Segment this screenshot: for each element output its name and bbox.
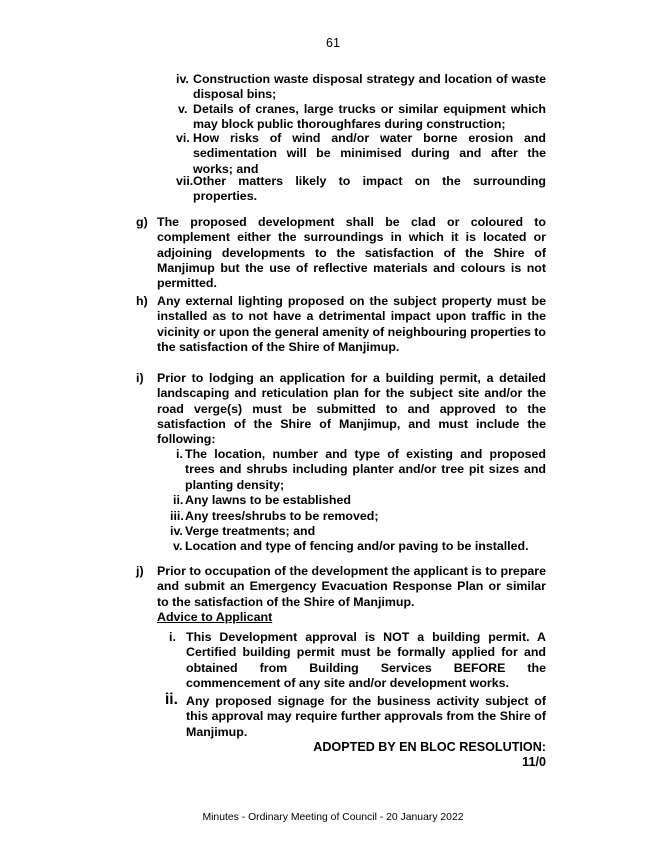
advice-item: [165, 691, 546, 740]
advice-item-number: i.: [169, 630, 176, 644]
list-item: [176, 174, 546, 205]
condition-j: [136, 564, 546, 610]
list-item: [164, 493, 546, 508]
page-number: 61: [326, 36, 340, 50]
list-item-number: vii.: [176, 174, 194, 188]
advice-heading: Advice to Applicant: [157, 610, 273, 624]
condition-i: [136, 371, 546, 447]
list-item: [164, 509, 546, 524]
list-item: [164, 524, 546, 539]
list-item-text: Construction waste disposal strategy and location of waste disposal bins;: [193, 72, 546, 102]
list-item-text: How risks of wind and/or water borne erosion and sedimentation will be minimised during and after the works; and: [193, 131, 546, 176]
condition-label: g): [136, 215, 148, 229]
list-item-number: i.: [176, 447, 183, 461]
condition-g: [136, 215, 546, 291]
list-item: [176, 102, 546, 133]
list-item-number: ii.: [173, 493, 184, 507]
list-item-text: The location, number and type of existing and proposed trees and shrubs including planter and/or tree pit sizes and planting density;: [185, 447, 546, 492]
list-item: [176, 131, 546, 177]
advice-item-text: This Development approval is NOT a building permit. A Certified building permit must be formally applied for and obtained from Building Services BEFORE the commencement of any site and/or development works.: [186, 630, 546, 690]
list-item-text: Other matters likely to impact on the surrounding properties.: [193, 174, 546, 204]
condition-text: Prior to occupation of the development the applicant is to prepare and submit an Emergency Evacuation Response Plan or similar to the satisfaction of the Shire of Manjimup.: [157, 564, 546, 609]
condition-text: Any external lighting proposed on the subject property must be installed as to not have a detrimental impact upon traffic in the vicinity or upon the general amenity of neighbouring properties to the satisfaction of the Shire of Manjimup.: [157, 294, 546, 354]
list-item-number: iii.: [170, 509, 184, 523]
condition-label: i): [136, 371, 144, 385]
list-item: [176, 72, 546, 103]
list-item-number: iv.: [170, 524, 183, 538]
list-item-text: Verge treatments; and: [185, 524, 316, 538]
advice-item-number: ii.: [165, 691, 178, 708]
condition-text: Prior to lodging an application for a building permit, a detailed landscaping and reticulation plan for the subject site and/or the road verge(s) must be submitted to and approved to the satisfaction of the Shire of Manjimup, and must include the following:: [157, 371, 546, 447]
list-item-number: v.: [173, 539, 183, 553]
condition-text: The proposed development shall be clad or coloured to complement either the surroundings in which it is located or adjoining developments to the satisfaction of the Shire of Manjimup but the use of reflective materials and colours is not permitted.: [157, 215, 546, 291]
list-item-number: vi.: [176, 131, 190, 145]
advice-item: [165, 630, 546, 691]
list-item-number: iv.: [176, 72, 189, 86]
list-item: [164, 447, 546, 493]
list-item-text: Location and type of fencing and/or paving to be installed.: [185, 539, 529, 553]
list-item-text: Any lawns to be established: [185, 493, 351, 507]
list-item-text: Details of cranes, large trucks or similar equipment which may block public thoroughfares during construction;: [193, 102, 546, 132]
condition-h: [136, 294, 546, 355]
list-item: [164, 539, 546, 554]
page-footer: Minutes - Ordinary Meeting of Council - 20 January 2022: [202, 812, 464, 823]
list-item-number: v.: [178, 102, 188, 116]
list-item-text: Any trees/shrubs to be removed;: [185, 509, 379, 523]
condition-label: h): [136, 294, 148, 308]
condition-label: j): [136, 564, 144, 578]
advice-item-text: Any proposed signage for the business activity subject of this approval may require further approvals from the Shire of Manjimup.: [186, 694, 546, 739]
resolution-text: ADOPTED BY EN BLOC RESOLUTION: 11/0: [313, 740, 546, 770]
